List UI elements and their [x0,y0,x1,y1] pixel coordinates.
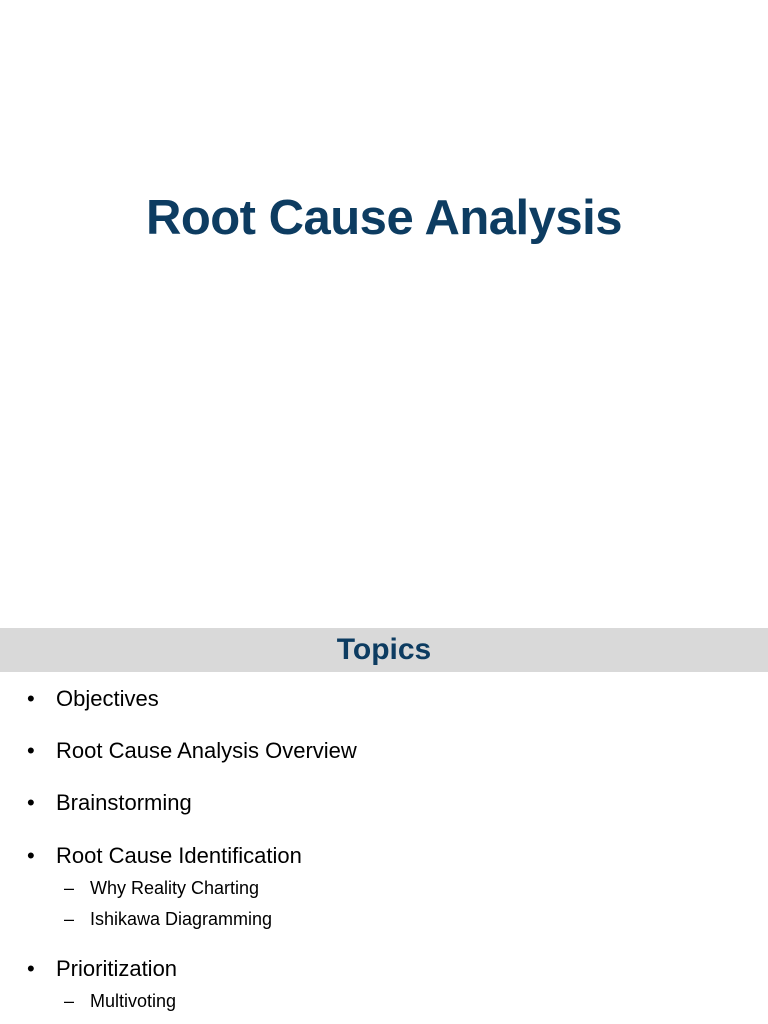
topics-heading: Topics [336,633,432,666]
bullet-icon: • [27,686,35,711]
dash-icon: – [64,909,75,929]
dash-icon: – [64,991,75,1011]
bullet-icon: • [27,790,35,815]
bullet-icon: • [27,738,35,763]
topics-header-bar [0,628,768,672]
slide-title: Root Cause Analysis [145,191,623,245]
topic-label: Objectives [56,686,159,711]
subtopic-label: Why Reality Charting [90,878,260,898]
bullet-icon: • [27,843,35,868]
subtopic-label: Ishikawa Diagramming [90,909,273,929]
bullet-icon: • [27,956,35,981]
topics-slide [0,628,768,1024]
topic-label: Brainstorming [56,790,192,815]
topic-label: Root Cause Analysis Overview [56,738,357,763]
topic-label: Prioritization [56,956,178,981]
subtopic-label: Multivoting [90,991,177,1011]
dash-icon: – [64,878,75,898]
topic-label: Root Cause Identification [56,843,302,868]
